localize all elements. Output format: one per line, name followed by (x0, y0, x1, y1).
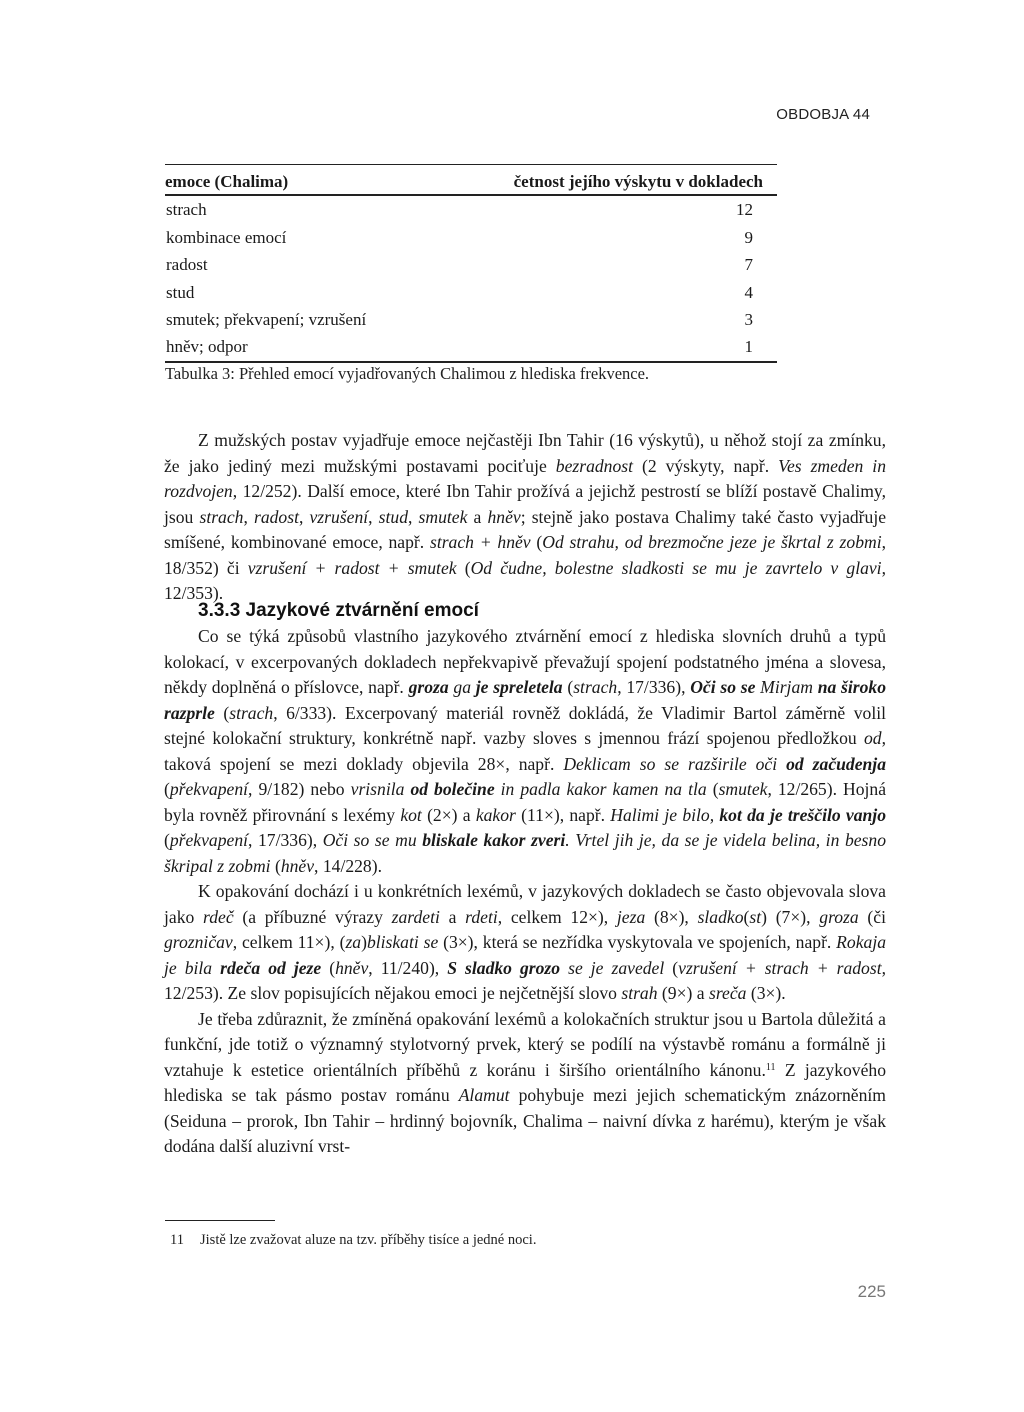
emphasis: groza (819, 906, 859, 927)
section-body (164, 624, 886, 1160)
text: , (243, 506, 254, 527)
emphasis: strach (573, 677, 618, 697)
emotion-cell: smutek; překvapení; vzrušení (166, 310, 367, 330)
text: Z mužských postav vyjadřuje emoce nejčastěji Ibn Tahir (16 výskytů), u něhož stojí za zmínku, že jako jediný mezi mužskými postavami pociťuje (164, 430, 886, 476)
paragraph (164, 1007, 886, 1160)
paragraph (164, 624, 886, 879)
text: ( (743, 906, 750, 927)
text: ; stejně jako postava Chalimy také často vyjadřuje smíšené, kombinované emoce, např. (164, 506, 887, 552)
table-row (165, 333, 777, 361)
bold-citation: rdeča od jeze (220, 957, 322, 978)
table-row (165, 279, 777, 306)
table-caption: Tabulka 3: Přehled emocí vyjadřovaných Chalimou z hlediska frekvence. (165, 363, 650, 383)
bold-citation: Oči so se (690, 677, 756, 697)
count-cell: 4 (744, 282, 753, 302)
text: , 14/228). (314, 855, 382, 876)
text: Je třeba zdůraznit, že zmíněná opakování lexémů a kolokačních struktur jsou u Bartola důležitá a funkční, jde totiž o významný stylotvorný prvek, který se podílí na výstavbě románu a formálně ji vztahuje k estetice orientálních příběhů z koránu i širšího orientálního kánonu. (164, 1008, 886, 1080)
text: K opakování dochází i u konkrétních lexémů, v jazykových dokladech se často objevovala slova jako (164, 881, 886, 927)
emphasis: jeza (616, 906, 646, 927)
text: (a příbuzné výrazy (233, 906, 392, 927)
text: (či (858, 906, 886, 927)
text: , celkem 11×), ( (232, 932, 346, 952)
text: (2 výskyty, např. (633, 455, 779, 476)
text: (2×) a (421, 804, 476, 825)
bold-citation: groza (408, 677, 449, 697)
text: , (368, 506, 379, 527)
emphasis: od (864, 728, 882, 748)
bold-citation: S sladko grozo (447, 957, 561, 978)
emphasis: bliskati se (366, 932, 439, 952)
text: , taková spojení se mezi doklady objevila 28×, např. (164, 728, 886, 774)
text: ( (164, 830, 170, 850)
citation: se je zavedel (560, 957, 665, 978)
text: a (467, 506, 488, 527)
running-head: OBDOBJA 44 (776, 106, 870, 123)
paragraph-male-characters (164, 428, 886, 607)
text: ( (214, 702, 230, 723)
emphasis: smutek (418, 506, 468, 527)
text: ( (706, 779, 719, 799)
emphasis: smutek (718, 779, 768, 799)
citation: Rokaja je bila (164, 932, 887, 978)
section-heading: 3.3.3 Jazykové ztvárnění emocí (198, 600, 479, 621)
column-header-emotion: emoce (Chalima) (165, 165, 431, 196)
table (165, 164, 777, 363)
emphasis: kakor (475, 804, 516, 825)
table-row (165, 195, 777, 223)
text: Co se týká způsobů vlastního jazykového ztvárnění emocí z hlediska slovních druhů a typů kolokací, v excerpovaných dokladech nepřekvapivě převažují spojení podstatného jména a slovesa, někdy doplněná o příslovce, např. (164, 626, 886, 697)
emotion-cell: stud (166, 282, 195, 302)
text: ( (270, 855, 281, 876)
text: ( (321, 957, 336, 978)
text: , 12/353). (164, 557, 886, 603)
text: , celkem 12×), (497, 906, 617, 927)
emotion-cell: kombinace emocí (166, 227, 287, 247)
text: , (298, 506, 310, 527)
text: ( (562, 677, 574, 697)
emotion-cell: strach (166, 200, 207, 220)
citation: . Vrtel jih je, da se je videla belina, in besno škripal z zobmi (164, 830, 886, 876)
text: , 18/352) či (164, 532, 886, 578)
text: , 6/333). Excerpovaný materiál rovněž dokládá, že Vladimir Bartol záměrně volil stejné kolokační struktury, konkrétně např. vazby sloves s jmennou frází spojenou předložkou (164, 702, 886, 748)
text: a (439, 906, 466, 927)
text: , 17/336), (248, 830, 323, 850)
citation: Od strahu, od brezmočne jeze je škrtal z zobmi (542, 532, 882, 552)
emphasis: stud (378, 506, 409, 527)
emphasis: sreča (708, 983, 747, 1003)
emphasis: vzrušení + strach + radost (678, 957, 882, 978)
text: ) (361, 932, 367, 952)
page-number: 225 (857, 1282, 886, 1301)
footnote (170, 1232, 536, 1249)
citation: in padla kakor kamen na tla (494, 779, 707, 799)
text: (9×) a (657, 983, 709, 1003)
count-cell: 7 (744, 255, 753, 275)
table-row (165, 251, 777, 278)
bold-citation: na široko razprle (164, 677, 887, 723)
emphasis: kot (400, 804, 422, 825)
emphasis: hněv (335, 957, 369, 978)
text: ( (164, 779, 170, 799)
citation: Ves zmeden in rozdvojen (164, 455, 886, 501)
bold-citation: kot da je treščilo vanjo (719, 804, 886, 825)
table-header-row (165, 165, 777, 196)
table-row (165, 306, 777, 333)
emphasis: rdeti (465, 906, 498, 927)
text: ) (7×), (761, 906, 820, 927)
emphasis: st (749, 906, 762, 927)
citation: vrisnila (350, 779, 411, 799)
footnote-reference[interactable]: 11 (765, 1061, 776, 1073)
citation: Mirjam (755, 677, 818, 697)
emphasis: grozničav (164, 932, 233, 952)
text: Z jazykového hlediska se tak pásmo postav románu (164, 1059, 886, 1105)
paragraph (164, 428, 886, 607)
emphasis: sladko (697, 906, 744, 927)
bold-citation: od začudenja (786, 753, 886, 774)
text: , 9/182) nebo (248, 779, 351, 799)
footnote-divider (165, 1220, 275, 1221)
emphasis: překvapení (169, 830, 249, 850)
count-cell: 12 (736, 200, 753, 220)
emphasis: Alamut (458, 1085, 510, 1105)
emotion-frequency-table (165, 164, 777, 384)
text: (8×), (645, 906, 698, 927)
text: (3×), která se nezřídka vyskytovala ve spojeních, např. (438, 932, 837, 952)
emphasis: hněv (487, 506, 521, 527)
emphasis: za (345, 932, 362, 952)
emphasis: vzrušení (309, 506, 369, 527)
text: , 12/265). Hojná byla rovněž přirovnání s lexémy (164, 779, 887, 825)
count-cell: 3 (744, 310, 753, 330)
footnote-text: Jistě lze zvažovat aluze na tzv. příběhy tisíce a jedné noci. (200, 1232, 537, 1248)
text: , 17/336), (617, 677, 691, 697)
text: ( (530, 532, 543, 552)
table-row (165, 224, 777, 251)
emphasis: strah (621, 983, 658, 1003)
citation: Od čudne, bolestne sladkosti se mu je zavrtelo v glavi (470, 557, 882, 578)
emphasis: překvapení (169, 779, 249, 799)
text: pohybuje mezi jejich schematickým znázorněním (Seiduna – prorok, Ibn Tahir – hrdinný bojovník, Chalima – naivní dívka z harému), kterým je však dodána další aluzivní vrst- (164, 1085, 886, 1156)
emotion-cell: radost (166, 255, 208, 275)
text: , (408, 506, 419, 527)
emphasis: hněv (280, 855, 315, 876)
emphasis: strach + hněv (429, 532, 531, 552)
emphasis: bezradnost (555, 455, 633, 476)
emphasis: rdeč (203, 906, 234, 927)
footnote-number: 11 (170, 1232, 184, 1248)
citation: Halimi je bilo, (610, 804, 720, 825)
citation: ga (448, 677, 476, 697)
text: , 12/253). Ze slov popisujících nějakou emoci je nejčetnější slovo (164, 957, 886, 1003)
emphasis: zardeti (391, 906, 440, 927)
emotion-cell: hněv; odpor (165, 333, 431, 361)
text: , 11/240), (368, 957, 448, 978)
emphasis: strach (229, 702, 274, 723)
bold-citation: je spreletela (475, 677, 563, 697)
emphasis: radost (253, 506, 299, 527)
text: (3×). (746, 983, 786, 1003)
citation: Oči so se mu (322, 830, 423, 850)
column-header-frequency: četnost jejího výskytu v dokladech (431, 165, 777, 196)
text: ( (456, 557, 471, 578)
count-cell: 9 (744, 227, 753, 247)
text: ( (664, 957, 679, 978)
bold-citation: bliskale kakor zveri (422, 830, 566, 850)
emphasis: strach (199, 506, 244, 527)
text: (11×), např. (515, 804, 611, 825)
emphasis: vzrušení + radost + smutek (247, 557, 457, 578)
count-cell: 1 (431, 333, 777, 361)
text: , 12/252). Další emoce, které Ibn Tahir prožívá a jejichž pestrostí se blíží postavě Chalimy, jsou (164, 481, 886, 527)
citation: Deklicam so se razširile oči (563, 753, 787, 774)
paragraph (164, 879, 886, 1007)
bold-citation: od bolečine (410, 779, 495, 799)
